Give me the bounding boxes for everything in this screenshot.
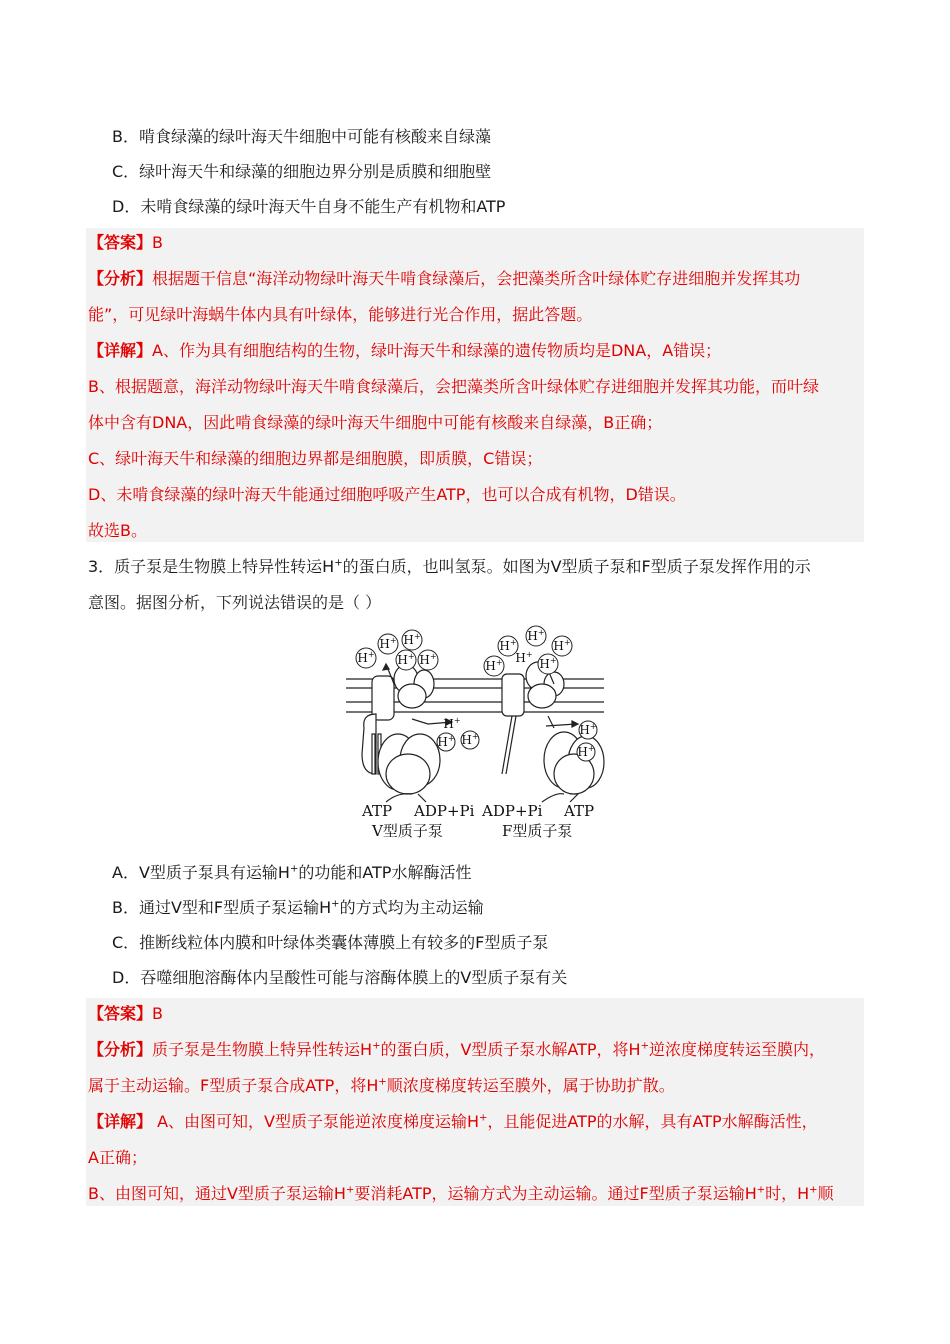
q2-detail-line-2: B、根据题意，海洋动物绿叶海天牛啃食绿藻后，会把藻类所含叶绿体贮存进细胞并发挥其功能，而叶绿 (88, 377, 819, 396)
q3-detail-line-3: B、由图可知，通过Ⅴ型质子泵运输H+要消耗ATP，运输方式为主动运输。通过F型质子泵运输H+时，H+顺 (88, 1184, 834, 1203)
q2-detail-line-1: 【详解】A、作为具有细胞结构的生物，绿叶海天牛和绿藻的遗传物质均是DNA，A错误； (88, 341, 722, 360)
v-atp-label: ATP (362, 802, 393, 820)
q3-detail-line-1: 【详解】 A、由图可知，Ⅴ型质子泵能逆浓度梯度运输H+，且能促进ATP的水解，具有ATP水解酶活性， (88, 1112, 818, 1131)
f-atp-label: ATP (564, 802, 595, 820)
h-label: H+ (461, 732, 479, 747)
h-label: H+ (357, 650, 375, 665)
h-label: H+ (379, 636, 397, 651)
h-label: H+ (579, 722, 597, 737)
q3-option-c: C．推断线粒体内膜和叶绿体类囊体薄膜上有较多的F型质子泵 (112, 933, 549, 952)
h-label: H+ (515, 650, 533, 665)
h-label: H+ (499, 638, 517, 653)
q3-stem-line-2: 意图。据图分析，下列说法错误的是（ ） (88, 593, 382, 612)
q3-option-d: D．吞噬细胞溶酶体内呈酸性可能与溶酶体膜上的Ⅴ型质子泵有关 (112, 968, 568, 987)
q2-detail-line-5: D、未啃食绿藻的绿叶海天牛能通过细胞呼吸产生ATP，也可以合成有机物，D错误。 (88, 485, 686, 504)
q2-answer: 【答案】B (88, 233, 163, 252)
q2-analysis-line-2: 能”，可见绿叶海蜗牛体内具有叶绿体，能够进行光合作用，据此答题。 (88, 305, 593, 324)
h-label: H+ (437, 734, 455, 749)
q3-answer: 【答案】B (88, 1004, 163, 1023)
q3-option-b: B．通过Ⅴ型和F型质子泵运输H+的方式均为主动运输 (112, 898, 484, 917)
q3-analysis-line-2: 属于主动运输。F型质子泵合成ATP，将H+顺浓度梯度转运至膜外，属于协助扩散。 (88, 1076, 675, 1095)
h-label: H+ (443, 716, 461, 731)
v-pump-caption: V型质子泵 (372, 822, 443, 840)
q3-analysis-line-1: 【分析】质子泵是生物膜上特异性转运H+的蛋白质，Ⅴ型质子泵水解ATP，将H+逆浓度梯度转运至膜内， (88, 1040, 825, 1059)
h-label: H+ (577, 744, 595, 759)
q2-analysis-line-1: 【分析】根据题干信息“海洋动物绿叶海天牛啃食绿藻后，会把藻类所含叶绿体贮存进细胞并发挥其功 (88, 269, 801, 288)
h-label: H+ (397, 652, 415, 667)
q2-detail-line-3: 体中含有DNA，因此啃食绿藻的绿叶海天牛细胞中可能有核酸来自绿藻，B正确； (88, 413, 663, 432)
q2-conclusion: 故选B。 (88, 521, 147, 540)
h-label: H+ (403, 632, 421, 647)
q3-stem-line-1: 3．质子泵是生物膜上特异性转运H+的蛋白质，也叫氢泵。如图为Ⅴ型质子泵和F型质子泵发挥作用的示 (88, 557, 811, 576)
atp-arrows (386, 794, 578, 802)
q3-answer-block (86, 998, 864, 1206)
v-pump-shape (362, 664, 455, 794)
q2-option-c: C．绿叶海天牛和绿藻的细胞边界分别是质膜和细胞壁 (112, 162, 492, 181)
q3-detail-line-2: A正确； (88, 1148, 147, 1167)
q2-detail-line-4: C、绿叶海天牛和绿藻的细胞边界都是细胞膜，即质膜，C错误； (88, 449, 543, 468)
h-label: H+ (485, 658, 503, 673)
h-label: H+ (553, 638, 571, 653)
q3-option-a: A．Ⅴ型质子泵具有运输H+的功能和ATP水解酶活性 (112, 863, 472, 882)
h-label: H+ (539, 656, 557, 671)
q2-option-d: D．未啃食绿藻的绿叶海天牛自身不能生产有机物和ATP (112, 197, 506, 216)
q2-option-b: B．啃食绿藻的绿叶海天牛细胞中可能有核酸来自绿藻 (112, 127, 491, 146)
h-label: H+ (419, 652, 437, 667)
h-label: H+ (527, 628, 545, 643)
proton-pump-figure (342, 624, 608, 840)
f-pump-caption: F型质子泵 (502, 822, 573, 840)
f-adp-label: ADP+Pi (482, 802, 543, 820)
v-adp-label: ADP+Pi (414, 802, 475, 820)
